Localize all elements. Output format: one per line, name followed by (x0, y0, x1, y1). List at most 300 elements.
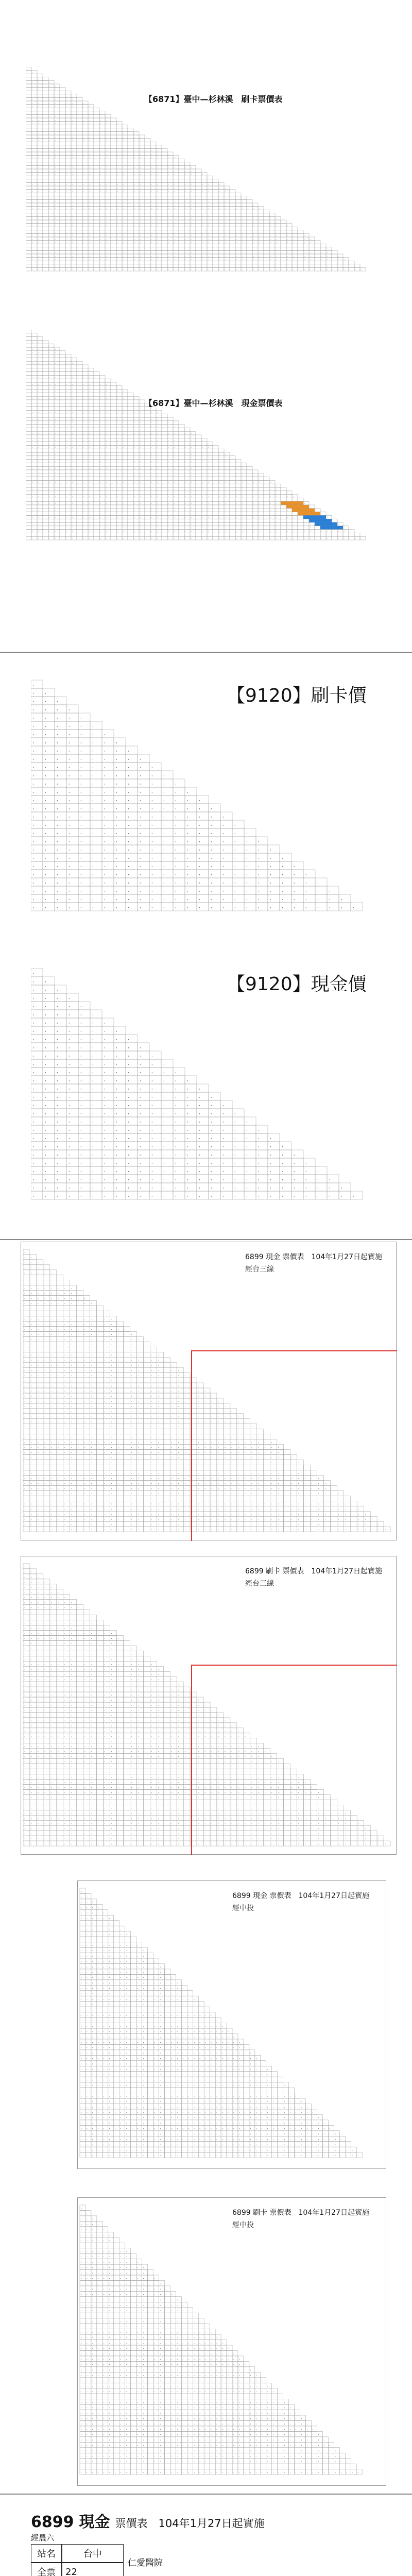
fare-cell-mark: · (66, 187, 67, 189)
fare-cell-mark: · (55, 214, 56, 216)
fare-cell-mark: · (55, 193, 56, 196)
fare-cell-mark: · (66, 380, 67, 383)
fare-cell-mark: · (197, 258, 198, 261)
fare-cell-mark: · (49, 265, 50, 267)
fare-cell-mark: · (265, 221, 266, 223)
fare-cell-mark: · (32, 152, 33, 155)
fare-cell-mark: · (225, 244, 226, 247)
fare-cell-mark: · (72, 265, 73, 267)
fare-cell-mark: · (129, 214, 130, 216)
fare-cell-mark: · (72, 105, 73, 108)
fare-cell-mark: · (55, 268, 56, 271)
fare-cell-mark: · (27, 81, 28, 84)
fare-cell-mark: · (146, 447, 147, 449)
fare-cell-mark: · (95, 159, 96, 162)
fare-cell-mark: · (27, 383, 28, 386)
fare-cell-mark: · (100, 265, 101, 267)
fare-cell-mark: · (202, 227, 203, 230)
fare-cell-mark: · (49, 221, 50, 223)
fare-cell-mark: · (27, 210, 28, 213)
fare-cell-mark: · (61, 122, 62, 125)
fare-cell-mark: · (27, 115, 28, 118)
fare-cell-mark: · (185, 453, 186, 456)
fare-cell-mark: · (333, 261, 334, 264)
fare-cell-mark: · (66, 415, 67, 418)
fare-cell-mark: · (27, 224, 28, 227)
fare-cell-mark: · (117, 187, 118, 189)
fare-cell-mark: · (146, 439, 147, 442)
fare-cell-mark: · (106, 436, 107, 438)
fare-cell-mark: · (248, 248, 249, 250)
fare-cell-mark: · (72, 125, 73, 128)
fare-cell-mark: · (78, 439, 79, 442)
fare-cell-mark: · (32, 132, 33, 135)
fare-cell-mark: · (123, 450, 124, 453)
fare-cell-mark: · (49, 439, 50, 442)
fare-cell-mark: · (117, 139, 118, 142)
fare-cell-mark: · (202, 180, 203, 182)
fare-cell-mark: · (123, 227, 124, 230)
fare-cell-mark: · (89, 159, 90, 162)
fare-cell-mark: · (117, 200, 118, 203)
fare-cell-mark: · (27, 418, 28, 421)
fare-cell-mark: · (78, 453, 79, 456)
fare-cell-mark: · (321, 248, 322, 250)
fare-cell-mark: · (112, 401, 113, 403)
fare-cell-mark: · (208, 244, 209, 247)
fare-cell-mark: · (236, 231, 237, 233)
fare-cell-mark: · (72, 366, 73, 368)
fare-cell-mark: · (299, 261, 300, 264)
fare-cell-mark: · (134, 426, 135, 428)
fare-cell-mark: · (100, 398, 101, 400)
fare-cell-mark: · (191, 453, 192, 456)
fare-cell-mark: · (134, 244, 135, 247)
fare-cell-mark: · (95, 443, 96, 446)
fare-cell-mark: · (225, 217, 226, 220)
fare-cell-mark: · (89, 394, 90, 397)
fare-cell-mark: · (66, 450, 67, 453)
fare-cell-mark: · (134, 197, 135, 199)
fare-cell-mark: · (202, 447, 203, 449)
fare-cell-mark: · (185, 197, 186, 199)
fare-cell-mark: · (191, 450, 192, 453)
fare-cell-mark: · (83, 401, 84, 403)
fare-cell-mark: · (123, 193, 124, 196)
fare-cell-mark: · (112, 391, 113, 393)
fare-cell-mark: · (55, 105, 56, 108)
fare-cell-mark: · (44, 108, 45, 111)
fare-cell-mark: · (219, 258, 220, 261)
fare-cell-mark: · (55, 251, 56, 254)
fare-cell-mark: · (95, 439, 96, 442)
fare-cell-mark: · (27, 366, 28, 368)
fare-cell-mark: · (180, 436, 181, 438)
fare-cell-mark: · (66, 373, 67, 376)
fare-cell-mark: · (185, 170, 186, 172)
fare-cell-mark: · (242, 251, 243, 254)
fare-cell-mark: · (316, 261, 317, 264)
fare-cell-mark: · (134, 139, 135, 142)
fare-cell-mark: · (129, 183, 130, 186)
fare-cell-mark: · (89, 166, 90, 169)
fare-cell-mark: · (185, 214, 186, 216)
fare-cell-mark: · (117, 204, 118, 206)
fare-cell-mark: · (49, 214, 50, 216)
fare-cell-mark: · (38, 369, 39, 372)
fare-cell-mark: · (78, 383, 79, 386)
fare-cell-mark: · (89, 391, 90, 393)
fare-cell-mark: · (32, 204, 33, 206)
fare-cell-mark: · (55, 394, 56, 397)
fare-cell-mark: · (202, 439, 203, 442)
fare-cell-mark: · (168, 224, 169, 227)
fare-cell-mark: · (66, 152, 67, 155)
fare-cell-mark: · (38, 398, 39, 400)
fare-cell-mark: · (106, 258, 107, 261)
fare-cell-mark: · (95, 221, 96, 223)
fare-cell-mark: · (180, 190, 181, 193)
fare-cell-mark: · (32, 251, 33, 254)
fare-cell-mark: · (66, 363, 67, 365)
fare-cell-mark: · (151, 241, 152, 244)
fare-cell-mark: · (55, 355, 56, 358)
fare-cell-mark: · (38, 105, 39, 108)
fare-cell-mark: · (112, 183, 113, 186)
fare-cell-mark: · (168, 221, 169, 223)
fare-cell-mark: · (49, 231, 50, 233)
fare-cell-mark: · (151, 190, 152, 193)
fare-cell-mark: · (265, 244, 266, 247)
fare-cell-mark: · (151, 156, 152, 159)
fare-cell-mark: · (208, 261, 209, 264)
fare-cell-mark: · (140, 193, 141, 196)
fare-cell-mark: · (123, 170, 124, 172)
fare-cell-mark: · (174, 433, 175, 435)
fare-cell-mark: · (38, 429, 39, 432)
fare-cell-mark: · (242, 207, 243, 210)
fare-cell-mark: · (168, 418, 169, 421)
fare-cell-mark: · (191, 443, 192, 446)
fare-cell-mark: · (151, 258, 152, 261)
fare-cell-mark: · (157, 258, 158, 261)
fare-cell-mark: · (134, 221, 135, 223)
fare-cell-mark: · (89, 112, 90, 114)
fare-cell-mark: · (123, 404, 124, 407)
fare-cell-mark: · (180, 217, 181, 220)
fare-cell-mark: · (55, 187, 56, 189)
fare-cell-mark: · (123, 255, 124, 257)
fare-cell-mark: · (174, 450, 175, 453)
fare-cell-mark: · (27, 377, 28, 379)
fare-cell-mark: · (61, 221, 62, 223)
fare-cell-mark: · (61, 204, 62, 206)
fare-cell-mark: · (236, 204, 237, 206)
fare-cell-mark: · (106, 248, 107, 250)
fare-cell-mark: · (106, 176, 107, 179)
fare-cell-mark: · (293, 248, 294, 250)
fare-cell-mark: · (168, 255, 169, 257)
fare-cell-mark: · (146, 156, 147, 159)
fare-cell-mark: · (78, 369, 79, 372)
fare-cell-mark: · (270, 231, 271, 233)
fare-cell-mark: · (208, 187, 209, 189)
fare-cell-mark: · (44, 391, 45, 393)
fare-cell-mark: · (270, 227, 271, 230)
fare-cell-mark: · (180, 197, 181, 199)
fare-cell-mark: · (112, 217, 113, 220)
fare-cell-mark: · (146, 234, 147, 237)
fare-cell-mark: · (61, 214, 62, 216)
fare-cell-mark: · (44, 129, 45, 131)
fare-cell-mark: · (27, 345, 28, 348)
fare-cell-mark: · (72, 227, 73, 230)
fare-cell-mark: · (61, 404, 62, 407)
fare-cell-mark: · (180, 207, 181, 210)
fare-cell-mark: · (61, 231, 62, 233)
fare-cell-mark: · (219, 224, 220, 227)
fare-cell-mark: · (157, 183, 158, 186)
fare-cell-mark: · (185, 244, 186, 247)
fare-cell-mark: · (259, 231, 260, 233)
fare-cell-mark: · (49, 217, 50, 220)
fare-cell-mark: · (100, 244, 101, 247)
fare-cell-mark: · (72, 166, 73, 169)
fare-cell-mark: · (61, 180, 62, 182)
fare-cell-mark: · (78, 412, 79, 414)
fare-cell-mark: · (38, 265, 39, 267)
fare-cell-mark: · (304, 244, 305, 247)
fare-cell-mark: · (112, 394, 113, 397)
fare-cell-mark: · (236, 200, 237, 203)
fare-cell-mark: · (72, 112, 73, 114)
fare-cell-mark: · (44, 369, 45, 372)
fare-cell-mark: · (32, 380, 33, 383)
fare-cell-mark: · (191, 433, 192, 435)
fare-cell-mark: · (117, 408, 118, 411)
fare-cell-mark: · (106, 429, 107, 432)
fare-cell-mark: · (55, 439, 56, 442)
fare-cell-mark: · (185, 443, 186, 446)
fare-cell-mark: · (83, 258, 84, 261)
fare-cell-mark: · (44, 173, 45, 176)
fare-cell-mark: · (89, 244, 90, 247)
fare-cell-mark: · (259, 217, 260, 220)
fare-cell-mark: · (163, 238, 164, 240)
fare-cell-mark: · (174, 436, 175, 438)
fare-cell-mark: · (140, 422, 141, 425)
fare-cell-mark: · (61, 156, 62, 159)
fare-cell-mark: · (100, 401, 101, 403)
fare-cell-mark: · (168, 166, 169, 169)
fare-cell-mark: · (112, 149, 113, 152)
fare-cell-mark: · (225, 204, 226, 206)
fare-cell-mark: · (38, 122, 39, 125)
fare-cell-mark: · (49, 187, 50, 189)
fare-cell-mark: · (146, 248, 147, 250)
fare-cell-mark: · (55, 115, 56, 118)
fare-cell-mark: · (112, 180, 113, 182)
fare-cell-mark: · (61, 248, 62, 250)
fare-cell-mark: · (32, 345, 33, 348)
fare-cell-mark: · (32, 170, 33, 172)
fare-cell-mark: · (123, 231, 124, 233)
fare-cell-mark: · (55, 221, 56, 223)
fare-cell-mark: · (180, 447, 181, 449)
fare-cell-mark: · (95, 163, 96, 165)
fare-cell-mark: · (327, 248, 328, 250)
fare-cell-mark: · (44, 359, 45, 362)
fare-cell-mark: · (151, 207, 152, 210)
fare-cell-mark: · (282, 268, 283, 271)
fare-cell-mark: · (225, 261, 226, 264)
fare-cell-mark: · (38, 132, 39, 135)
fare-cell-mark: · (27, 156, 28, 159)
fare-cell-mark: · (72, 214, 73, 216)
fare-cell-mark: · (134, 238, 135, 240)
fare-cell-mark: · (151, 415, 152, 418)
fare-cell-mark: · (191, 170, 192, 172)
fare-cell-mark: · (180, 443, 181, 446)
fare-cell-mark: · (49, 268, 50, 271)
fare-cell-mark: · (38, 366, 39, 368)
fare-cell-mark: · (61, 210, 62, 213)
fare-cell-mark: · (38, 135, 39, 138)
fare-cell-mark: · (44, 422, 45, 425)
fare-cell-mark: · (265, 210, 266, 213)
fare-cell-mark: · (100, 231, 101, 233)
fare-cell-mark: · (151, 418, 152, 421)
fare-cell-mark: · (106, 453, 107, 456)
fare-cell-mark: · (157, 255, 158, 257)
fare-cell-mark: · (112, 166, 113, 169)
fare-cell-mark: · (32, 149, 33, 152)
fare-cell-mark: · (112, 118, 113, 121)
fare-cell-mark: · (134, 439, 135, 442)
fare-cell-mark: · (72, 422, 73, 425)
fare-cell-mark: · (231, 234, 232, 237)
fare-cell-mark: · (49, 377, 50, 379)
fare-cell-mark: · (32, 101, 33, 104)
fare-cell-mark: · (83, 149, 84, 152)
fare-cell-mark: · (44, 348, 45, 351)
fare-cell-mark: · (287, 241, 288, 244)
fare-cell-mark: · (129, 238, 130, 240)
fare-cell-mark: · (89, 398, 90, 400)
fare-cell-mark: · (208, 180, 209, 182)
fare-cell-mark: · (174, 439, 175, 442)
fare-cell-mark: · (61, 170, 62, 172)
fare-cell-mark: · (202, 244, 203, 247)
fare-cell-mark: · (55, 352, 56, 354)
fare-cell-mark: · (208, 238, 209, 240)
fare-cell-mark: · (44, 355, 45, 358)
fare-cell-mark: · (78, 163, 79, 165)
fare-cell-mark: · (123, 398, 124, 400)
fare-cell-mark: · (282, 234, 283, 237)
fare-cell-mark: · (27, 122, 28, 125)
fare-cell-mark: · (38, 255, 39, 257)
fare-cell-mark: · (146, 418, 147, 421)
fare-cell-mark: · (185, 255, 186, 257)
fare-cell-mark: · (197, 268, 198, 271)
fare-cell-mark: · (299, 265, 300, 267)
fare-cell-mark: · (32, 450, 33, 453)
fare-cell-mark: · (259, 224, 260, 227)
fare-cell-mark: · (168, 238, 169, 240)
fare-cell-mark: · (55, 84, 56, 87)
fare-cell-mark: · (32, 408, 33, 411)
fare-cell-mark: · (38, 217, 39, 220)
fare-cell-mark: · (151, 173, 152, 176)
fare-cell-mark: · (123, 453, 124, 456)
fare-cell-mark: · (225, 221, 226, 223)
fare-cell-mark: · (117, 221, 118, 223)
fare-cell-mark: · (282, 241, 283, 244)
fare-cell-mark: · (89, 373, 90, 376)
fare-cell-mark: · (361, 268, 362, 271)
fare-cell-mark: · (123, 429, 124, 432)
fare-cell-mark: · (27, 391, 28, 393)
fare-cell-mark: · (95, 248, 96, 250)
fare-cell-mark: · (236, 227, 237, 230)
fare-cell-mark: · (55, 261, 56, 264)
fare-cell-mark: · (134, 190, 135, 193)
fare-cell-mark: · (89, 241, 90, 244)
fare-cell-mark: · (61, 422, 62, 425)
fare-cell-mark: · (123, 224, 124, 227)
fare-cell-mark: · (49, 132, 50, 135)
fare-cell-mark: · (219, 265, 220, 267)
fare-cell-mark: · (95, 214, 96, 216)
fare-cell-mark: · (44, 394, 45, 397)
fare-cell-mark: · (157, 190, 158, 193)
fare-cell-mark: · (134, 210, 135, 213)
fare-cell-mark: · (100, 433, 101, 435)
fare-cell-mark: · (129, 146, 130, 148)
fare-cell-mark: · (32, 342, 33, 344)
fare-cell-mark: · (123, 447, 124, 449)
fare-cell-mark: · (27, 88, 28, 91)
fare-cell-mark: · (174, 429, 175, 432)
fare-cell-mark: · (32, 387, 33, 389)
fare-cell-mark: · (49, 166, 50, 169)
fare-cell-mark: · (117, 238, 118, 240)
fare-cell-mark: · (32, 248, 33, 250)
fare-cell-mark: · (49, 398, 50, 400)
fare-cell-mark: · (27, 217, 28, 220)
fare-cell-mark: · (168, 248, 169, 250)
fare-cell-mark: · (248, 234, 249, 237)
fare-cell-mark: · (44, 166, 45, 169)
fare-cell-mark: · (83, 221, 84, 223)
fare-cell-mark: · (106, 231, 107, 233)
fare-cell-mark: · (55, 387, 56, 389)
fare-cell-mark: · (72, 193, 73, 196)
fare-cell-mark: · (66, 231, 67, 233)
fare-cell-mark: · (106, 426, 107, 428)
fare-cell-mark: · (44, 91, 45, 94)
fare-cell-mark: · (83, 443, 84, 446)
fare-cell-mark: · (66, 101, 67, 104)
fare-cell-mark: · (95, 238, 96, 240)
fare-cell-mark: · (44, 98, 45, 101)
fare-cell-mark: · (78, 207, 79, 210)
fare-cell-mark: · (83, 170, 84, 172)
fare-cell-mark: · (100, 408, 101, 411)
fare-cell-mark: · (146, 404, 147, 407)
fare-cell-mark: · (83, 429, 84, 432)
